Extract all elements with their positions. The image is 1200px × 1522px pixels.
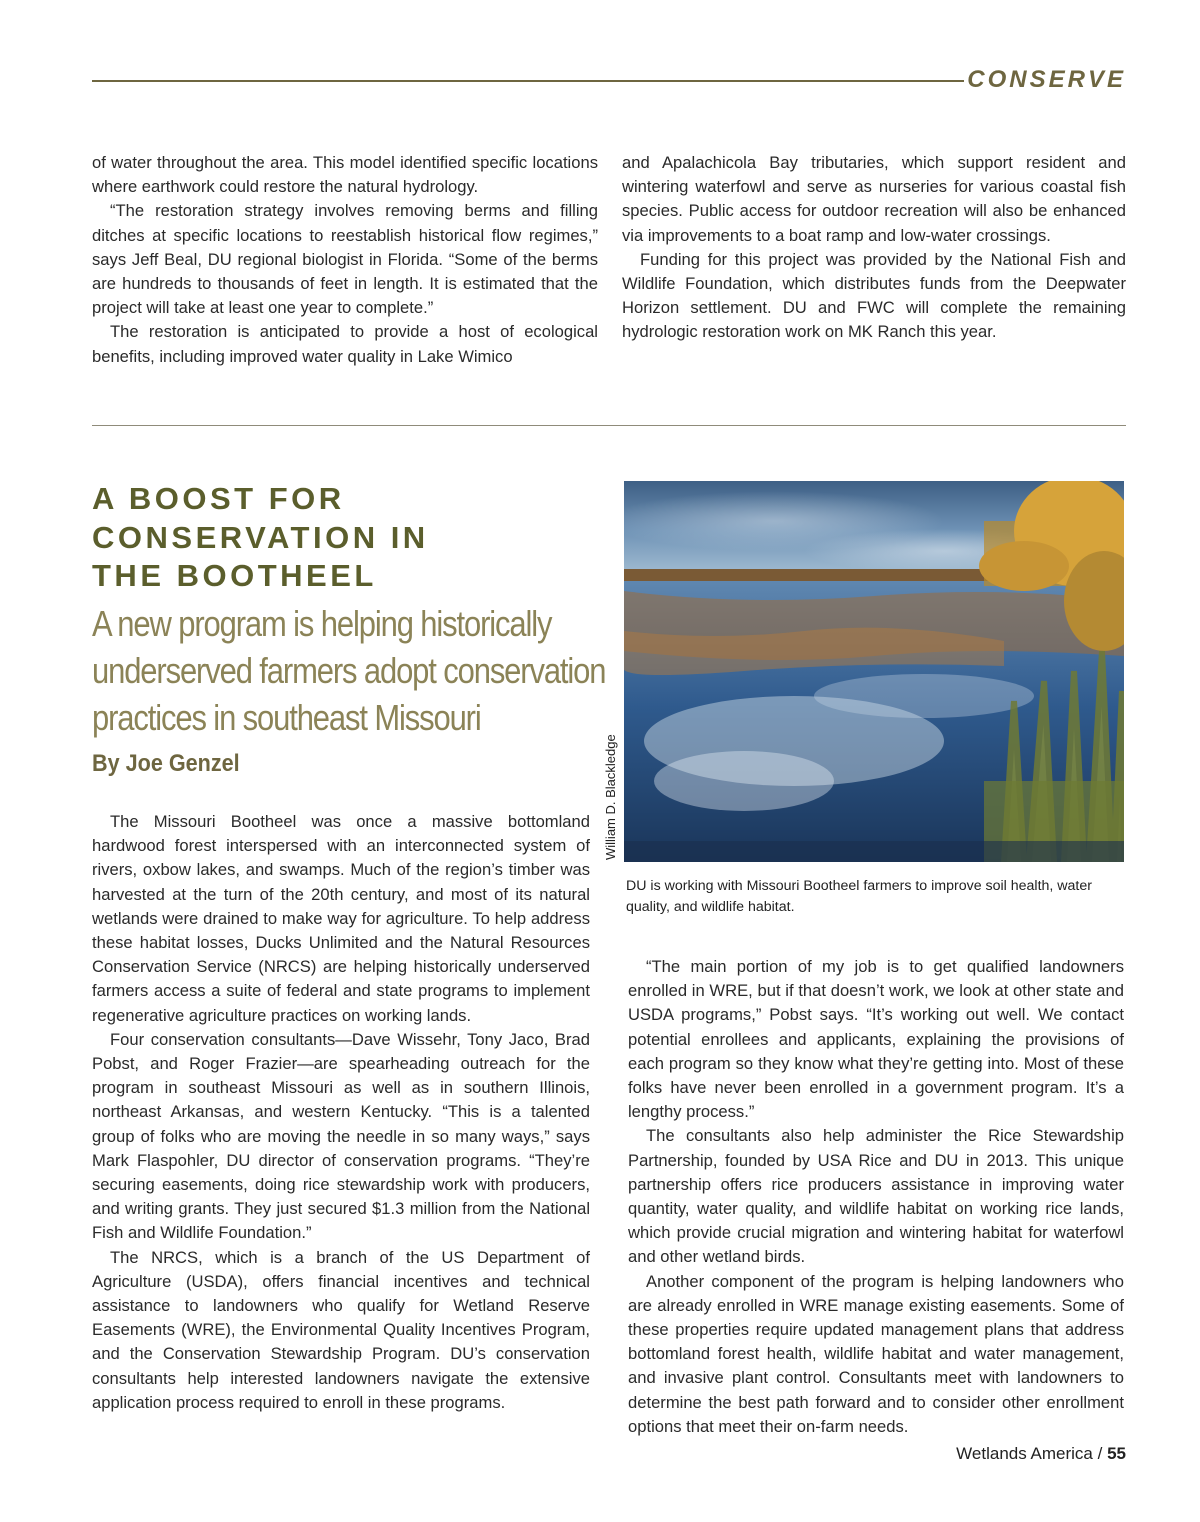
- publication-name: Wetlands America: [956, 1444, 1093, 1463]
- feature-left-column: [92, 810, 590, 1415]
- paragraph: Funding for this project was provided by the National Fish and Wildlife Foundation, which distributes funds from the Deepwater Horizon settlement. DU and FWC will complete the remaining hydrologic restoration work on MK Ranch this year.: [622, 249, 1126, 342]
- paragraph: The Missouri Bootheel was once a massive bottomland hardwood forest interspersed with an interconnected system of rivers, oxbow lakes, and swamps. Much of the region’s timber was harvested at the turn of the 20th century, and most of its natural wetlands were drained to make way for agriculture. To help address these habitat losses, Ducks Unlimited and the Natural Resources Conservation Service (NRCS) are helping historically underserved farmers access a suite of federal and state programs to implement regenerative agriculture practices on working lands.: [92, 812, 590, 1025]
- feature-right-column: [628, 955, 1124, 1439]
- header-rule: [92, 80, 964, 82]
- dek-line: underserved farmers adopt conservation: [92, 650, 606, 691]
- paragraph: of water throughout the area. This model identified specific locations where earthwork could restore the natural hydrology.: [92, 153, 598, 197]
- headline-line: THE BOOTHEEL: [92, 558, 377, 593]
- section-label: CONSERVE: [967, 66, 1126, 93]
- paragraph: Four conservation consultants—Dave Wissehr, Tony Jaco, Brad Pobst, and Roger Frazier—are spearheading outreach for the program in southeast Missouri as well as in southern Illinois, northeast Arkansas, and western Kentucky. “This is a talented group of folks who are moving the needle in so many ways,” says Mark Flaspohler, DU director of conservation programs. “They’re securing easements, doing rice stewardship work with producers, and writing grants. They just secured $1.3 million from the National Fish and Wildlife Foundation.”: [92, 1029, 590, 1243]
- paragraph: “The restoration strategy involves removing berms and filling ditches at specific locations to reestablish historical flow regimes,” says Jeff Beal, DU regional biologist in Florida. “Some of the berms are hundreds to thousands of feet in length. It is estimated that the project will take at least one year to complete.”: [92, 201, 598, 318]
- dek-line: practices in southeast Missouri: [92, 697, 481, 738]
- top-article-left-column: [92, 151, 598, 369]
- photo-caption: DU is working with Missouri Bootheel farmers to improve soil health, water quality, and wildlife habitat.: [626, 878, 1092, 915]
- feature-headline: [92, 480, 592, 596]
- feature-dek: [92, 600, 606, 741]
- headline-line: A BOOST FOR: [92, 481, 345, 516]
- byline: By Joe Genzel: [92, 750, 240, 777]
- dek-line: A new program is helping historically: [92, 603, 552, 644]
- paragraph: The restoration is anticipated to provide a host of ecological benefits, including improved water quality in Lake Wimico: [92, 322, 598, 366]
- footer-separator: /: [1097, 1444, 1103, 1463]
- section-divider: [92, 425, 1126, 426]
- headline-line: CONSERVATION IN: [92, 519, 429, 555]
- top-article-right-column: [622, 151, 1126, 345]
- paragraph: The consultants also help administer the Rice Stewardship Partnership, founded by USA Rice and DU in 2013. This unique partnership offers rice producers assistance in improving water quantity, water quality, and wildlife habitat on working rice lands, which provide crucial migration and wintering habitat for waterfowl and other wetland birds.: [628, 1126, 1124, 1267]
- paragraph: Another component of the program is helping landowners who are already enrolled in WRE manage existing easements. Some of these properties require updated management plans that address bottomland forest health, wildlife habitat and water management, and invasive plant control. Consultants meet with landowners to determine the best path forward and to consider other enrollment options that meet their on-farm needs.: [628, 1271, 1124, 1436]
- photo-credit: William D. Blackledge: [603, 734, 618, 860]
- page-number: 55: [1107, 1444, 1126, 1463]
- paragraph: “The main portion of my job is to get qualified landowners enrolled in WRE, but if that doesn’t work, we look at other state and USDA programs,” Pobst says. “It’s working out well. We contact potential enrollees and applicants, explaining the provisions of each program so they know what they’re getting into. Most of these folks have never been enrolled in a government program. It’s a lengthy process.”: [628, 957, 1124, 1122]
- paragraph: and Apalachicola Bay tributaries, which support resident and wintering waterfowl and serve as nurseries for various coastal fish species. Public access for outdoor recreation will also be enhanced via improvements to a boat ramp and low-water crossings.: [622, 153, 1126, 245]
- page-footer: [956, 1444, 1126, 1464]
- wetland-photo: [624, 481, 1124, 862]
- paragraph: The NRCS, which is a branch of the US Department of Agriculture (USDA), offers financial incentives and technical assistance to landowners who qualify for Wetland Reserve Easements (WRE), the Environmental Quality Incentives Program, and the Conservation Stewardship Program. DU’s conservation consultants help interested landowners navigate the extensive application process required to enroll in these programs.: [92, 1247, 590, 1412]
